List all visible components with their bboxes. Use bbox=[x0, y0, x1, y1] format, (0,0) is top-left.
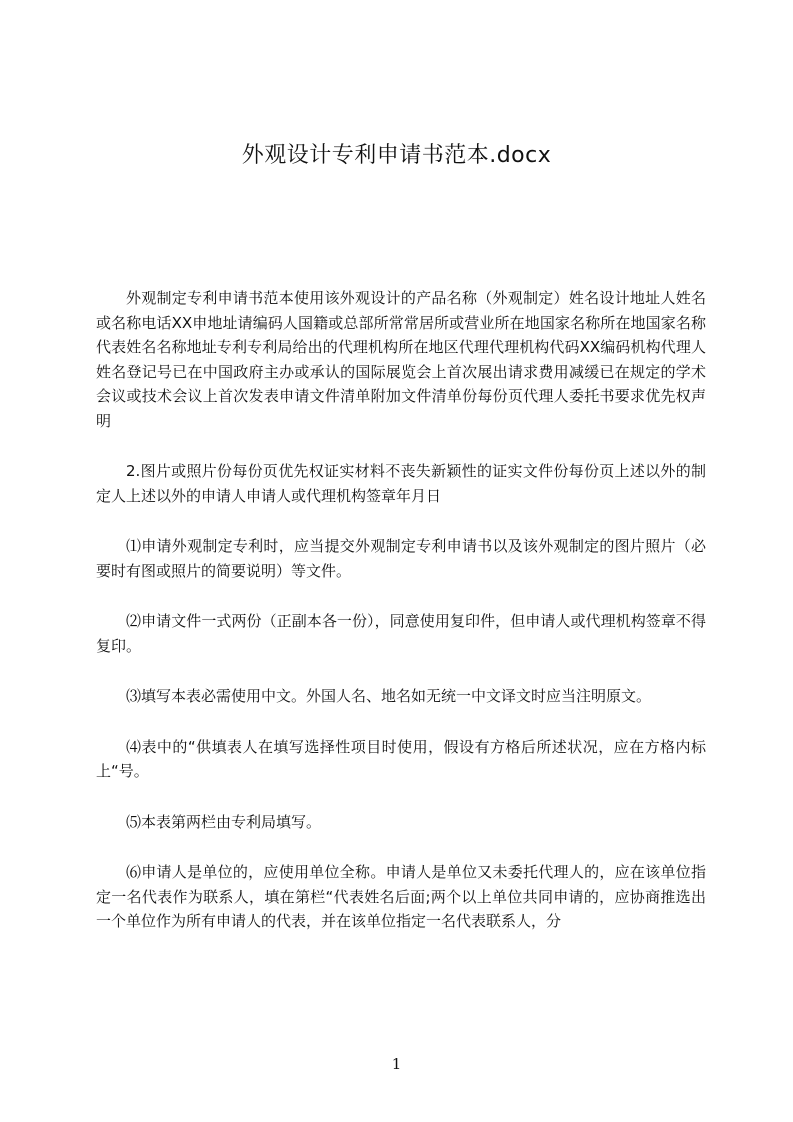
page-number: 1 bbox=[391, 1055, 402, 1073]
paragraph-4: ⑵申请文件一式两份（正副本各一份），同意使用复印件，但申请人或代理机构签章不得复印。 bbox=[96, 612, 706, 655]
paragraph-7: ⑸本表第两栏由专利局填写。 bbox=[126, 812, 322, 831]
document-title: 外观设计专利申请书范本.docx bbox=[241, 143, 552, 168]
paragraph-2: 2.图片或照片份每份页优先权证实材料不丧失新颖性的证实文件份每份页上述以外的制定人上述以外的申请人申请人或代理机构签章年月日 bbox=[96, 462, 706, 505]
paragraph-1: 外观制定专利申请书范本使用该外观设计的产品名称（外观制定）姓名设计地址人姓名或名称电话XX申地址请编码人国籍或总部所常常居所或营业所在地国家名称所在地国家名称代表姓名名称地址专利专利局给出的代理机构所在地区代理代理机构代码XX编码机构代理人姓名登记号已在中国政府主办或承认的国际展览会上首次展出请求费用减缓已在规定的学术会议或技术会议上首次发表申请文件清单附加文件清单份每份页代理人委托书要求优先权声明 bbox=[96, 289, 706, 430]
paragraph-8: ⑹申请人是单位的，应使用单位全称。申请人是单位又未委托代理人的，应在该单位指定一名代表作为联系人，填在第栏“代表姓名后面;两个以上单位共同申请的，应协商推选出一个单位作为所有申请人的代表，并在该单位指定一名代表联系人，分 bbox=[96, 863, 706, 930]
paragraph-3: ⑴申请外观制定专利时，应当提交外观制定专利申请书以及该外观制定的图片照片（必要时有图或照片的简要说明）等文件。 bbox=[96, 537, 706, 580]
paragraph-5: ⑶填写本表必需使用中文。外国人名、地名如无统一中文译文时应当注明原文。 bbox=[126, 687, 652, 705]
document-body bbox=[96, 286, 706, 934]
paragraph-6: ⑷表中的“供填表人在填写选择性项目时使用，假设有方格后所述状况，应在方格内标上“号。 bbox=[96, 737, 706, 780]
